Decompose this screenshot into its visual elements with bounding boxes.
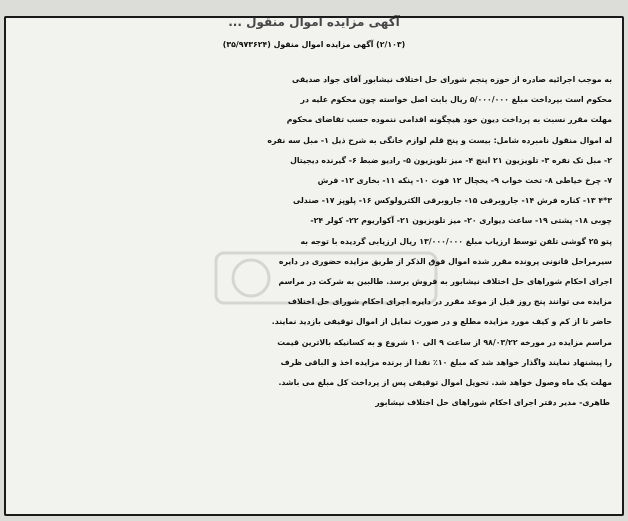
body-line: مزایده می توانند پنج روز قبل از موعد مقرر در دایره اجرای احکام شورای حل اختلاف	[287, 297, 612, 307]
body-line: محکوم است بپرداخت مبلغ ۵/۰۰۰/۰۰۰ ریال بابت اصل خواسته چون محکوم علیه در	[300, 95, 612, 105]
body-line: له اموال منقول نامبرده شامل: بیست و پنج قلم لوازم خانگی به شرح ذیل ۱- مبل سه نفره	[267, 135, 612, 145]
previous-notice-fragment: آگهی مزایده اموال منقول ...	[228, 15, 400, 29]
body-line: مراسم مزایده در مورخه ۹۸/۰۳/۲۲ از ساعت ۹ الی ۱۰ شروع و به کسانیکه بالاترین قیمت	[277, 337, 612, 347]
body-line: سیرمراحل قانونی پرونده مقرر شده اموال فوق الذکر از طریق مزایده حضوری در دایره	[278, 256, 612, 266]
notice-body	[16, 70, 612, 413]
body-line: مهلت یک ماه وصول خواهد شد. تحویل اموال توقیفی پس از پرداخت کل مبلغ می باشد.	[278, 378, 612, 388]
body-line: پتو ۲۵ گوشی تلفن توسط ارزیاب مبلغ ۱۳/۰۰۰/۰۰۰ ریال ارزیابی گردیده با توجه به	[300, 236, 612, 246]
body-line: ۲- مبل تک نفره ۳- تلویزیون ۲۱ اینچ ۴- میز تلویزیون ۵- رادیو ضبط ۶- گیرنده دیجیتال	[290, 155, 612, 165]
body-line: به موجب اجرائیه صادره از حوزه پنجم شورای حل اختلاف نیشابور آقای جواد صدیقی	[291, 75, 612, 84]
newspaper-notice	[4, 16, 624, 516]
body-line: مهلت مقرر نسبت به پرداخت دیون خود هیچگونه اقدامی ننموده حسب تقاضای محکوم	[286, 115, 612, 125]
body-line: اجرای احکام شوراهای حل اختلاف نیشابور به فروش برسد. طالبین به شرکت در مراسم	[278, 277, 612, 287]
notice-title: (۲/۱۰۳) آگهی مزایده اموال منقول (۳۵/۹۷۳۶۲۴)	[222, 40, 406, 49]
body-line: ۳*۴ ۱۳- کناره فرش ۱۴- جاروبرقی ۱۵- جاروبرقی الکترولوکس ۱۶- پلوپز ۱۷- صندلی	[292, 196, 612, 206]
body-line: حاضر تا از کم و کیف مورد مزایده مطلع و در صورت تمایل از اموال توقیفی بازدید نمایند.	[271, 317, 612, 327]
body-line: چوبی ۱۸- پشتی ۱۹- ساعت دیواری ۲۰- میز تلویزیون ۲۱- آکواریوم ۲۲- کولر ۲۴-	[310, 216, 612, 226]
notice-signature: طاهری- مدیر دفتر اجرای احکام شوراهای حل اختلاف نیشابور	[375, 398, 610, 408]
body-line: را پیشنهاد نمایند واگذار خواهد شد که مبلغ ۱۰٪ نقدا از برنده مزایده اخذ و الباقی ظرف	[280, 357, 612, 367]
body-line: ۷- چرخ خیاطی ۸- تخت خواب ۹- یخچال ۱۲ فوت ۱۰- پنکه ۱۱- بخاری ۱۲- فرش	[317, 176, 612, 186]
